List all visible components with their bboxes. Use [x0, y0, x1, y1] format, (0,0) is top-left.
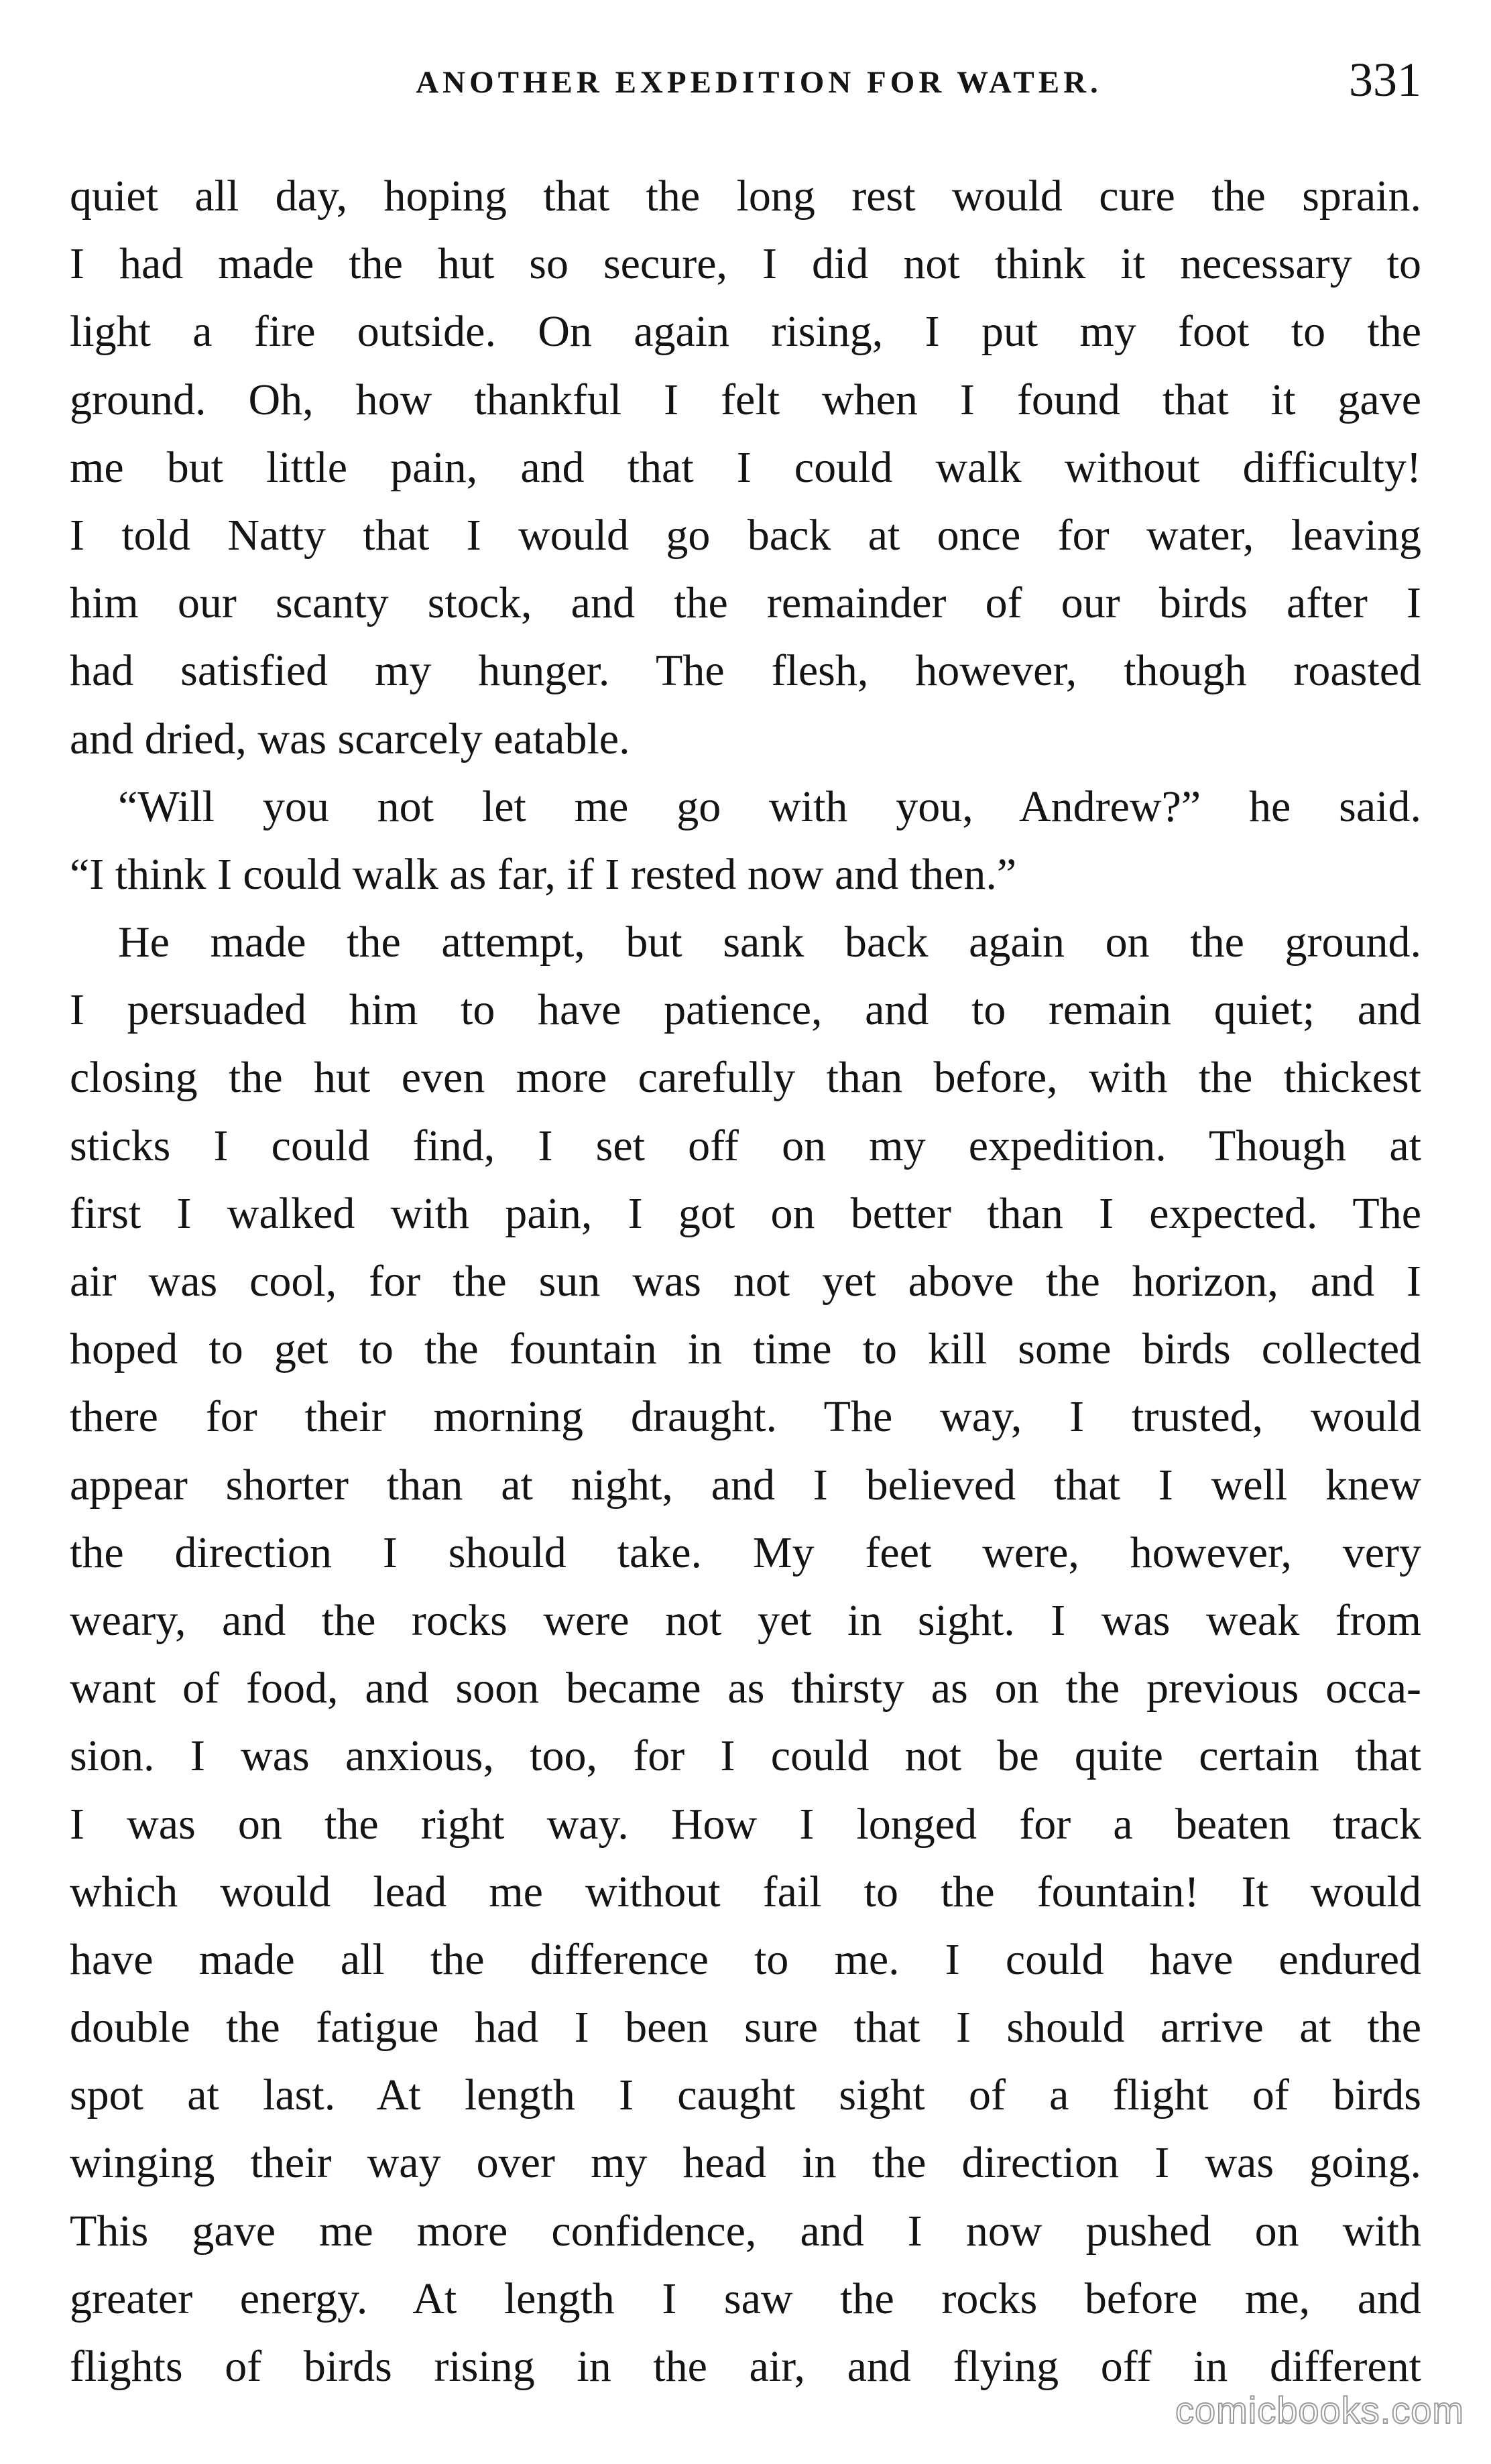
running-header: [70, 52, 1421, 113]
text-line: him our scanty stock, and the remainder of our birds after I: [70, 578, 1421, 628]
text-line: double the fatigue had I been sure that I should arrive at the: [70, 2003, 1421, 2052]
text-line: hoped to get to the fountain in time to kill some birds collected: [70, 1325, 1421, 1374]
text-line: light a fire outside. On again rising, I put my foot to the: [70, 307, 1421, 357]
watermark: comicbooks.com: [1175, 2389, 1464, 2431]
text-line: weary, and the rocks were not yet in sight. I was weak from: [70, 1595, 1421, 1645]
text-line: the direction I should take. My feet were, however, very: [70, 1528, 1421, 1577]
text-line: I was on the right way. How I longed for a beaten track: [70, 1799, 1421, 1849]
text-line: sion. I was anxious, too, for I could not be quite certain that: [70, 1731, 1421, 1781]
text-line: I had made the hut so secure, I did not think it necessary to: [70, 239, 1421, 289]
text-line: winging their way over my head in the direction I was going.: [70, 2138, 1421, 2188]
text-line: sticks I could find, I set off on my expedition. Though at: [70, 1121, 1421, 1170]
text-line: flights of birds rising in the air, and flying off in different: [70, 2342, 1421, 2391]
text-line: quiet all day, hoping that the long rest would cure the sprain.: [70, 172, 1421, 221]
page-number: 331: [1349, 53, 1421, 107]
body-text: [70, 162, 1421, 2400]
text-line: there for their morning draught. The way, I trusted, would: [70, 1392, 1421, 1442]
text-line: I persuaded him to have patience, and to remain quiet; and: [70, 985, 1421, 1035]
text-line: have made all the difference to me. I could have endured: [70, 1934, 1421, 1984]
text-line: “I think I could walk as far, if I rested now and then.”: [70, 849, 1017, 899]
text-line: greater energy. At length I saw the rocks before me, and: [70, 2274, 1421, 2323]
text-line: spot at last. At length I caught sight of a flight of birds: [70, 2071, 1421, 2120]
text-line: “Will you not let me go with you, Andrew?” he said.: [118, 782, 1421, 831]
text-line: appear shorter than at night, and I believed that I well knew: [70, 1460, 1421, 1510]
text-line: first I walked with pain, I got on better than I expected. The: [70, 1188, 1421, 1238]
text-line: which would lead me without fail to the fountain! It would: [70, 1867, 1421, 1916]
text-line: air was cool, for the sun was not yet above the horizon, and I: [70, 1257, 1421, 1306]
text-line: had satisfied my hunger. The flesh, however, though roasted: [70, 646, 1421, 696]
running-title: ANOTHER EXPEDITION FOR WATER.: [416, 65, 1102, 100]
text-line: He made the attempt, but sank back again on the ground.: [118, 918, 1421, 967]
text-line: This gave me more confidence, and I now pushed on with: [70, 2206, 1421, 2256]
text-line: I told Natty that I would go back at once for water, leaving: [70, 510, 1421, 560]
text-line: me but little pain, and that I could walk without difficulty!: [70, 442, 1421, 492]
text-line: want of food, and soon became as thirsty as on the previous occa-: [70, 1664, 1421, 1713]
text-line: ground. Oh, how thankful I felt when I found that it gave: [70, 375, 1421, 424]
text-line: and dried, was scarcely eatable.: [70, 714, 630, 763]
text-line: closing the hut even more carefully than before, with the thickest: [70, 1053, 1421, 1103]
